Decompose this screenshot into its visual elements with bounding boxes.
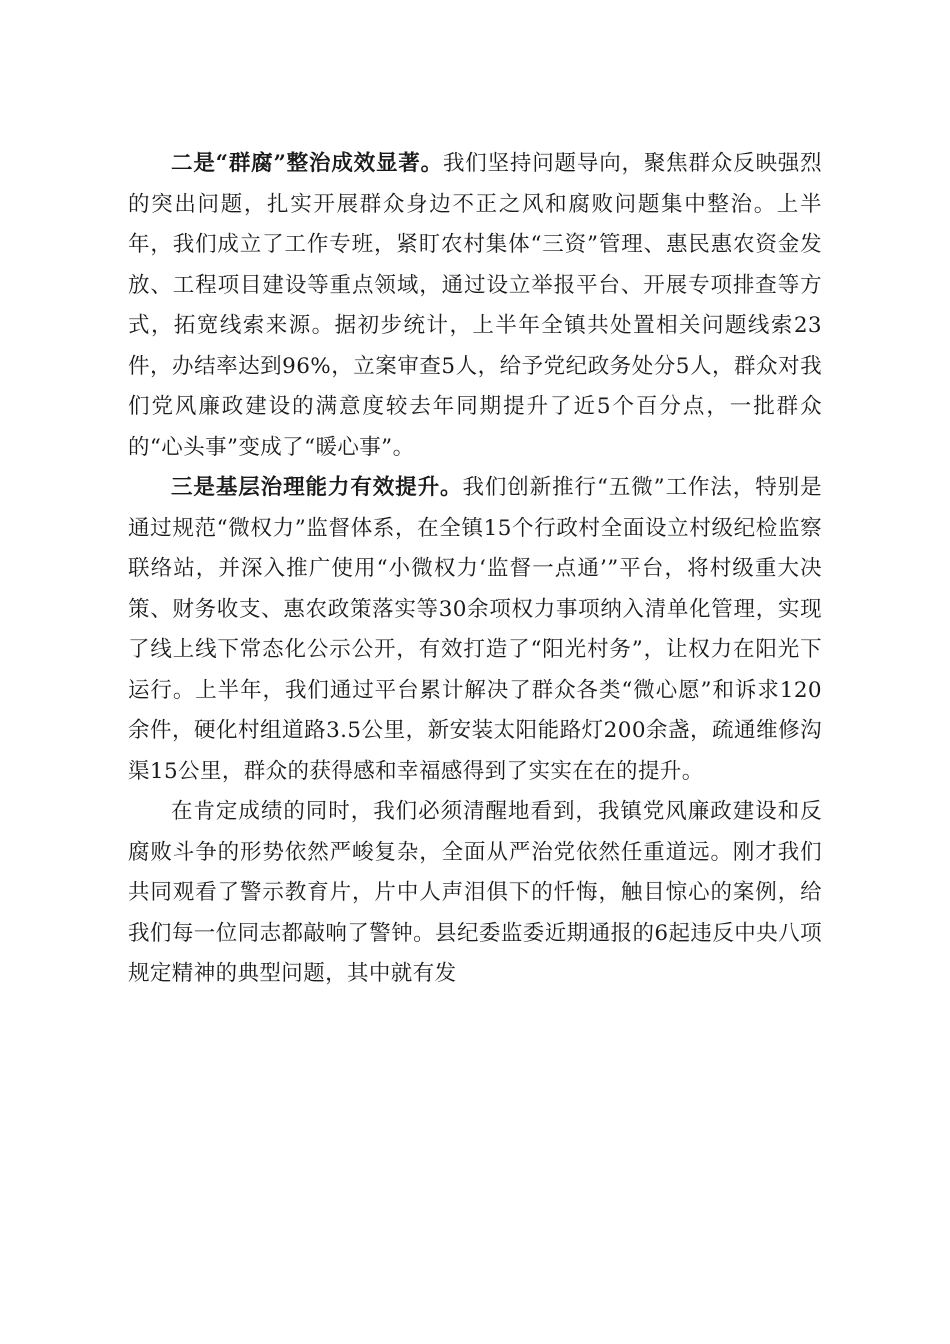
paragraph-situation-assessment xyxy=(128,792,822,995)
paragraph-grassroots-governance xyxy=(128,468,822,792)
paragraph-group-corruption-rectification xyxy=(128,144,822,468)
paragraph-lead: 三是基层治理能力有效提升。 xyxy=(171,475,463,500)
paragraph-text: 我们坚持问题导向，聚焦群众反映强烈的突出问题，扎实开展群众身边不正之风和腐败问题集中整治。上半年，我们成立了工作专班，紧盯农村集体“三资”管理、惠民惠农资金发放、工程项目建设等重点领域，通过设立举报平台、开展专项排查等方式，拓宽线索来源。据初步统计，上半年全镇共处置相关问题线索23件，办结率达到96%，立案审查5人，给予党纪政务处分5人，群众对我们党风廉政建设的满意度较去年同期提升了近5个百分点，一批群众的“心头事”变成了“暖心事”。 xyxy=(128,151,822,460)
document-body xyxy=(128,144,822,995)
paragraph-text: 在肯定成绩的同时，我们必须清醒地看到，我镇党风廉政建设和反腐败斗争的形势依然严峻复杂，全面从严治党依然任重道远。刚才我们共同观看了警示教育片，片中人声泪俱下的忏悔，触目惊心的案例，给我们每一位同志都敲响了警钟。县纪委监委近期通报的6起违反中央八项规定精神的典型问题，其中就有发 xyxy=(128,799,822,986)
paragraph-text: 我们创新推行“五微”工作法，特别是通过规范“微权力”监督体系，在全镇15个行政村全面设立村级纪检监察联络站，并深入推广使用“小微权力‘监督一点通’”平台，将村级重大决策、财务收支、惠农政策落实等30余项权力事项纳入清单化管理，实现了线上线下常态化公示公开，有效打造了“阳光村务”，让权力在阳光下运行。上半年，我们通过平台累计解决了群众各类“微心愿”和诉求120余件，硬化村组道路3.5公里，新安装太阳能路灯200余盏，疏通维修沟渠15公里，群众的获得感和幸福感得到了实实在在的提升。 xyxy=(128,475,822,784)
paragraph-lead: 二是“群腐”整治成效显著。 xyxy=(171,151,443,176)
